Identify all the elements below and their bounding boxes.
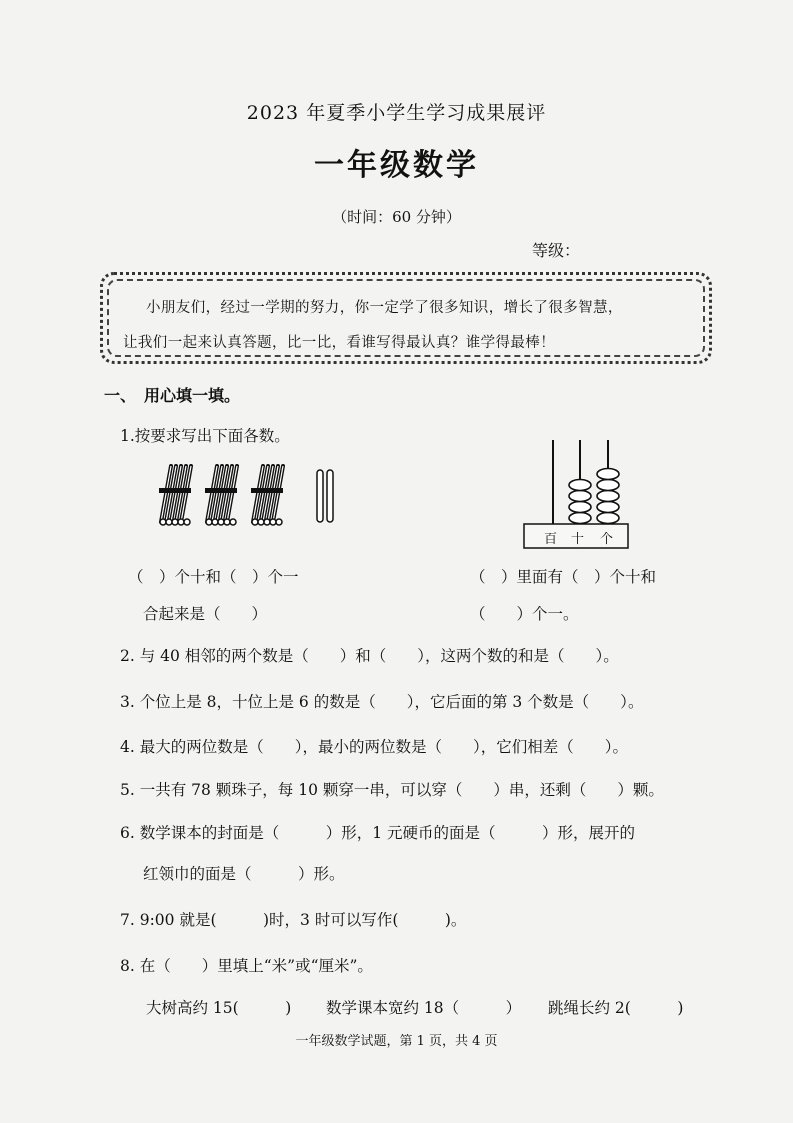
time-note: （时间：60 分钟） (332, 208, 461, 226)
stick-bundle (205, 466, 237, 525)
abacus-label-tens: 十 (571, 532, 585, 547)
q1-right-line-1: （ ）里面有（ ）个十和 (470, 568, 657, 586)
abacus-bead (597, 513, 619, 524)
stick-bundle (251, 466, 283, 525)
abacus-bead (597, 491, 619, 502)
question-6-line-2: 红领巾的面是（ ）形。 (143, 865, 345, 883)
exam-subtitle: 2023 年夏季小学生学习成果展评 (246, 102, 547, 124)
stick-end (172, 519, 178, 525)
stick-end (230, 519, 236, 525)
intro-line-1: 小朋友们，经过一学期的努力，你一定学了很多知识，增长了很多智慧， (146, 300, 623, 316)
q1-left-line-2: 合起来是（ ） (143, 605, 268, 623)
question-2: 2. 与 40 相邻的两个数是（ ）和（ ），这两个数的和是（ ）。 (120, 647, 619, 665)
single-stick (317, 470, 323, 522)
stick-end (166, 519, 172, 525)
stick-end (184, 519, 190, 525)
abacus-bead (569, 491, 591, 502)
grade-label: 等级： (532, 241, 581, 260)
single-sticks (317, 470, 333, 522)
question-8-item-a: 大树高约 15( ) (146, 999, 292, 1017)
q1-right-line-2: （ ）个一。 (470, 605, 579, 623)
question-5: 5. 一共有 78 颗珠子，每 10 颗穿一串，可以穿（ ）串，还剩（ ）颗。 (120, 781, 664, 799)
stick-end (160, 519, 166, 525)
question-6-line-1: 6. 数学课本的封面是（ ）形，1 元硬币的面是（ ）形，展开的 (120, 824, 636, 842)
abacus-label-hundreds: 百 (544, 532, 558, 547)
counting-sticks-figure (155, 462, 355, 528)
bundle-band (159, 488, 191, 493)
stick-end (258, 519, 264, 525)
bundle-band (205, 488, 237, 493)
question-8-item-c: 跳绳长约 2( ) (548, 999, 684, 1017)
abacus-bead (569, 513, 591, 524)
intro-line-2: 让我们一起来认真答题，比一比，看谁写得最认真？谁学得最棒！ (123, 335, 556, 351)
stick-end (178, 519, 184, 525)
abacus-drawing (520, 436, 650, 552)
stick-end (212, 519, 218, 525)
stick-end (270, 519, 276, 525)
section-heading: 一、 用心填一填。 (104, 386, 241, 405)
page-footer: 一年级数学试题，第 1 页，共 4 页 (295, 1034, 498, 1049)
question-1: 1.按要求写出下面各数。 (120, 427, 290, 445)
tens-beads (569, 480, 591, 524)
stick-end (252, 519, 258, 525)
question-8-item-b: 数学课本宽约 18（ ） (326, 999, 522, 1017)
single-stick (327, 470, 333, 522)
stick-end (206, 519, 212, 525)
ones-beads (597, 469, 619, 524)
exam-title: 一年级数学 (314, 148, 479, 183)
abacus-bead (597, 502, 619, 513)
abacus-bead (597, 480, 619, 491)
bundle-band (251, 488, 283, 493)
question-7: 7. 9:00 就是( )时，3 时可以写作( )。 (120, 911, 467, 929)
abacus-bead (597, 469, 619, 480)
stick-bundles (159, 466, 283, 525)
stick-end (224, 519, 230, 525)
question-4: 4. 最大的两位数是（ ），最小的两位数是（ ），它们相差（ ）。 (120, 738, 628, 756)
stick-end (264, 519, 270, 525)
abacus-bead (569, 502, 591, 513)
abacus-figure (520, 436, 650, 552)
q1-left-line-1: （ ）个十和（ ）个一 (128, 568, 299, 586)
abacus-bead (569, 480, 591, 491)
question-8: 8. 在（ ）里填上“米”或“厘米”。 (120, 957, 373, 975)
stick-bundle (159, 466, 191, 525)
stick-end (218, 519, 224, 525)
abacus-label-ones: 个 (600, 532, 614, 547)
stick-end (276, 519, 282, 525)
question-3: 3. 个位上是 8，十位上是 6 的数是（ ），它后面的第 3 个数是（ ）。 (120, 693, 644, 711)
